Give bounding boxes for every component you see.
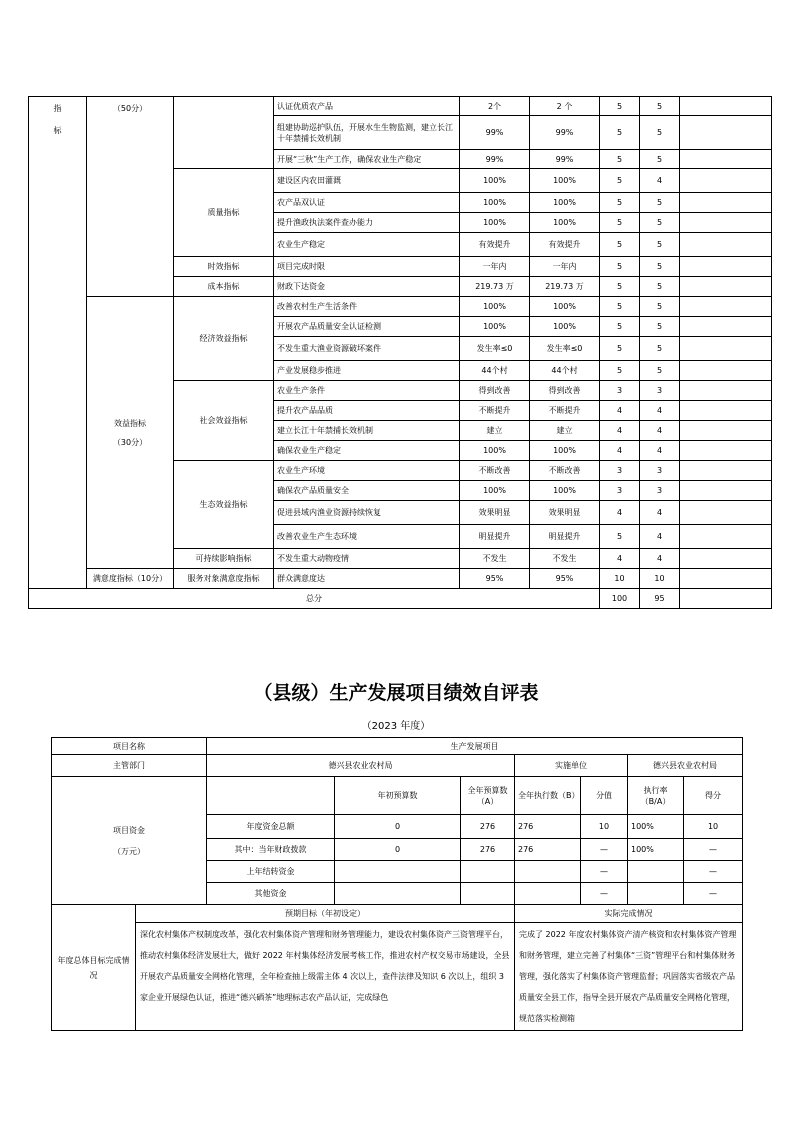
remark-cell [680, 481, 772, 501]
indicator-weight: 4 [600, 549, 640, 569]
funds-cell: 276 [461, 815, 515, 839]
indicator-indicator: 农产品双认证 [274, 193, 460, 213]
funds-cell: 0 [335, 839, 461, 861]
indicator-score: 5 [640, 317, 680, 337]
indicator-weight: 5 [600, 297, 640, 317]
funds-header-blank [207, 777, 335, 815]
table-row [29, 569, 772, 589]
output-indicator-group: （50分） [87, 97, 174, 297]
total-weight: 100 [600, 589, 640, 609]
remark-cell [680, 525, 772, 549]
indicator-score: 5 [640, 277, 680, 297]
indicator-weight: 3 [600, 481, 640, 501]
indicator-indicator: 提升渔政执法案件查办能力 [274, 213, 460, 233]
indicator-weight: 3 [600, 381, 640, 401]
indicator-target: 100% [460, 481, 530, 501]
indicator-actual: 100% [530, 441, 600, 461]
project-name-label: 项目名称 [52, 738, 207, 755]
indicator-indicator: 开展农产品质量安全认证检测 [274, 317, 460, 337]
social-benefit-indicator: 社会效益指标 [174, 381, 274, 461]
indicator-actual: 95% [530, 569, 600, 589]
remark-cell [680, 97, 772, 116]
indicator-score: 5 [640, 150, 680, 169]
indicator-score: 4 [640, 441, 680, 461]
funds-cell: — [581, 883, 628, 905]
header-budget-initial: 年初预算数 [335, 777, 461, 815]
remark-cell [680, 549, 772, 569]
benefit-label: 效益指标 [114, 418, 146, 428]
indicator-indicator: 群众满意度达 [274, 569, 460, 589]
funds-cell: 276 [461, 839, 515, 861]
funds-cell [335, 861, 461, 883]
indicator-indicator: 改善农村生产生活条件 [274, 297, 460, 317]
remark-cell [680, 589, 772, 609]
indicator-indicator: 财政下达资金 [274, 277, 460, 297]
remark-cell [680, 150, 772, 169]
indicator-actual: 一年内 [530, 257, 600, 277]
indicator-actual: 219.73 万 [530, 277, 600, 297]
indicator-indicator: 建设区内农田灌溉 [274, 169, 460, 193]
indicator-actual: 99% [530, 150, 600, 169]
funds-cell: 276 [515, 839, 581, 861]
indicator-target: 99% [460, 116, 530, 150]
indicator-category: 指 标 [29, 97, 87, 589]
quality-indicator: 质量指标 [174, 169, 274, 257]
indicator-weight: 5 [600, 337, 640, 361]
time-indicator: 时效指标 [174, 257, 274, 277]
indicator-score: 5 [640, 97, 680, 116]
actual-completion-header: 实际完成情况 [515, 905, 743, 923]
funds-cell: 100% [628, 839, 684, 861]
impl-label: 实施单位 [515, 755, 628, 777]
funds-label-cell [52, 777, 207, 905]
project-name: 生产发展项目 [207, 738, 743, 755]
indicator-indicator: 认证优质农产品 [274, 97, 460, 116]
indicator-weight: 5 [600, 169, 640, 193]
indicator-target: 发生率≤0 [460, 337, 530, 361]
funds-cell: 100% [628, 815, 684, 839]
remark-cell [680, 257, 772, 277]
indicator-indicator: 改善农业生产生态环境 [274, 525, 460, 549]
funds-cell: 0 [335, 815, 461, 839]
indicator-target: 2个 [460, 97, 530, 116]
funds-cell [461, 861, 515, 883]
table-row [29, 97, 772, 116]
cost-indicator: 成本指标 [174, 277, 274, 297]
remark-cell [680, 116, 772, 150]
funds-cell [461, 883, 515, 905]
indicator-score: 4 [640, 169, 680, 193]
indicator-weight: 4 [600, 501, 640, 525]
indicator-weight: 4 [600, 421, 640, 441]
funds-cell: — [581, 839, 628, 861]
sustainability-indicator: 可持续影响指标 [174, 549, 274, 569]
benefit-indicator-group [87, 297, 174, 569]
indicator-target: 100% [460, 213, 530, 233]
header-budget-full: 全年预算数（A） [461, 777, 515, 815]
header-score: 得分 [684, 777, 743, 815]
indicator-indicator: 不发生重大渔业资源破坏案件 [274, 337, 460, 361]
indicator-target: 95% [460, 569, 530, 589]
funds-row-label: 其他资金 [207, 883, 335, 905]
indicator-actual: 得到改善 [530, 381, 600, 401]
indicator-score: 3 [640, 481, 680, 501]
indicator-weight: 5 [600, 361, 640, 381]
total-row [29, 589, 772, 609]
indicator-target: 得到改善 [460, 381, 530, 401]
funds-cell [628, 883, 684, 905]
indicator-target: 不断改善 [460, 461, 530, 481]
goal-label-text: 年度总体目标完成情况 [57, 955, 130, 980]
indicator-weight: 5 [600, 233, 640, 257]
remark-cell [680, 381, 772, 401]
indicator-target: 100% [460, 297, 530, 317]
remark-cell [680, 421, 772, 441]
indicator-weight: 5 [600, 97, 640, 116]
sub-indicator-blank [174, 97, 274, 169]
indicator-indicator: 开展“三秋”生产工作，确保农业生产稳定 [274, 150, 460, 169]
indicator-target: 100% [460, 441, 530, 461]
indicator-actual: 不断提升 [530, 401, 600, 421]
remark-cell [680, 233, 772, 257]
indicator-weight: 5 [600, 525, 640, 549]
funds-row-label: 上年结转资金 [207, 861, 335, 883]
indicator-score: 3 [640, 381, 680, 401]
actual-completion-text: 完成了 2022 年度农村集体资产清产核资和农村集体资产管理和财务管理，建立完善了村集体“三资”管理平台和村集体财务管理，强化落实了村集体资产管理监督；巩固落实省级农产品质量安全县工作，指导全县开展农产品质量安全网格化管理，规范落实检测箱 [515, 923, 743, 1031]
indicator-score: 5 [640, 337, 680, 361]
indicator-actual: 不断改善 [530, 461, 600, 481]
indicator-actual: 效果明显 [530, 501, 600, 525]
remark-cell [680, 441, 772, 461]
indicator-score: 4 [640, 549, 680, 569]
indicator-target: 不发生 [460, 549, 530, 569]
project-summary-table [51, 737, 743, 1031]
funds-cell: — [581, 861, 628, 883]
indicator-indicator: 农业生产环境 [274, 461, 460, 481]
indicator-indicator: 确保农产品质量安全 [274, 481, 460, 501]
remark-cell [680, 297, 772, 317]
indicator-indicator: 项目完成时限 [274, 257, 460, 277]
remark-cell [680, 401, 772, 421]
indicator-weight: 5 [600, 257, 640, 277]
year-subtitle: （2023 年度） [361, 721, 431, 732]
remark-cell [680, 317, 772, 337]
remark-cell [680, 193, 772, 213]
indicator-target: 100% [460, 169, 530, 193]
remark-cell [680, 169, 772, 193]
indicator-weight: 5 [600, 277, 640, 297]
indicator-actual: 100% [530, 193, 600, 213]
remark-cell [680, 361, 772, 381]
indicator-target: 有效提升 [460, 233, 530, 257]
indicator-score: 3 [640, 461, 680, 481]
indicator-score: 5 [640, 297, 680, 317]
indicator-weight: 4 [600, 401, 640, 421]
indicator-actual: 100% [530, 317, 600, 337]
funds-row-label: 年度资金总额 [207, 815, 335, 839]
indicator-weight: 5 [600, 213, 640, 233]
indicator-target: 44个村 [460, 361, 530, 381]
service-satisfaction-indicator: 服务对象满意度指标 [174, 569, 274, 589]
indicator-target: 效果明显 [460, 501, 530, 525]
indicator-weight: 5 [600, 193, 640, 213]
funds-cell: 276 [515, 815, 581, 839]
funds-label: 项目资金 [113, 825, 145, 835]
header-rate: 执行率（B/A） [628, 777, 684, 815]
dept-label: 主管部门 [52, 755, 207, 777]
indicator-indicator: 提升农产品品质 [274, 401, 460, 421]
remark-cell [680, 569, 772, 589]
funds-cell: — [684, 883, 743, 905]
indicator-table-continued [28, 96, 772, 609]
goal-label [52, 905, 136, 1031]
indicator-weight: 3 [600, 461, 640, 481]
funds-cell [628, 861, 684, 883]
indicator-weight: 5 [600, 116, 640, 150]
indicator-target: 一年内 [460, 257, 530, 277]
remark-cell [680, 213, 772, 233]
indicator-score: 5 [640, 233, 680, 257]
indicator-actual: 100% [530, 297, 600, 317]
indicator-indicator: 组建协助巡护队伍，开展水生生物监测，建立长江十年禁捕长效机制 [274, 116, 460, 150]
indicator-weight: 10 [600, 569, 640, 589]
indicator-target: 219.73 万 [460, 277, 530, 297]
indicator-weight: 5 [600, 317, 640, 337]
economic-benefit-indicator: 经济效益指标 [174, 297, 274, 381]
indicator-target: 100% [460, 317, 530, 337]
indicator-score: 5 [640, 193, 680, 213]
total-score: 95 [640, 589, 680, 609]
indicator-actual: 100% [530, 481, 600, 501]
funds-row-label: 其中：当年财政拨款 [207, 839, 335, 861]
indicator-weight: 4 [600, 441, 640, 461]
indicator-score: 5 [640, 257, 680, 277]
header-executed: 全年执行数（B） [515, 777, 581, 815]
indicator-score: 4 [640, 421, 680, 441]
remark-cell [680, 337, 772, 361]
indicator-indicator: 不发生重大动物疫情 [274, 549, 460, 569]
indicator-actual: 100% [530, 169, 600, 193]
indicator-score: 5 [640, 213, 680, 233]
impl-value: 德兴县农业农村局 [628, 755, 743, 777]
indicator-actual: 发生率≤0 [530, 337, 600, 361]
indicator-indicator: 农业生产条件 [274, 381, 460, 401]
indicator-indicator: 促进县域内渔业资源持续恢复 [274, 501, 460, 525]
indicator-indicator: 确保农业生产稳定 [274, 441, 460, 461]
indicator-weight: 5 [600, 150, 640, 169]
funds-cell: — [684, 861, 743, 883]
funds-cell: 10 [684, 815, 743, 839]
indicator-indicator: 产业发展稳步推进 [274, 361, 460, 381]
indicator-score: 5 [640, 361, 680, 381]
ecological-benefit-indicator: 生态效益指标 [174, 461, 274, 549]
indicator-target: 不断提升 [460, 401, 530, 421]
total-label: 总分 [29, 589, 600, 609]
indicator-actual: 有效提升 [530, 233, 600, 257]
expected-goal-header: 预期目标（年初设定） [136, 905, 515, 923]
benefit-weight: （30分） [112, 437, 148, 447]
indicator-indicator: 建立长江十年禁捕长效机制 [274, 421, 460, 441]
indicator-target: 100% [460, 193, 530, 213]
remark-cell [680, 277, 772, 297]
indicator-actual: 99% [530, 116, 600, 150]
funds-cell: — [684, 839, 743, 861]
indicator-target: 建立 [460, 421, 530, 441]
indicator-actual: 建立 [530, 421, 600, 441]
indicator-target: 明显提升 [460, 525, 530, 549]
satisfaction-indicator-group: 满意度指标（10分） [87, 569, 174, 589]
funds-unit: （万元） [113, 846, 145, 856]
indicator-score: 5 [640, 116, 680, 150]
indicator-actual: 2 个 [530, 97, 600, 116]
indicator-actual: 不发生 [530, 549, 600, 569]
indicator-score: 4 [640, 401, 680, 421]
funds-cell: 10 [581, 815, 628, 839]
indicator-score: 10 [640, 569, 680, 589]
indicator-score: 4 [640, 525, 680, 549]
funds-cell [515, 861, 581, 883]
dept-value: 德兴县农业农村局 [207, 755, 515, 777]
indicator-actual: 100% [530, 213, 600, 233]
table-row [29, 297, 772, 317]
remark-cell [680, 461, 772, 481]
indicator-actual: 44个村 [530, 361, 600, 381]
header-weight: 分值 [581, 777, 628, 815]
remark-cell [680, 501, 772, 525]
funds-cell [335, 883, 461, 905]
indicator-actual: 明显提升 [530, 525, 600, 549]
page-title: （县级）生产发展项目绩效自评表 [253, 682, 539, 704]
funds-cell [515, 883, 581, 905]
indicator-target: 99% [460, 150, 530, 169]
expected-goal-text: 深化农村集体产权制度改革，强化农村集体资产管理和财务管理能力，建设农村集体资产三资管理平台，推动农村集体经济发展壮大，做好 2022 年村集体经济发展考核工作，推进农村产权交易市场建设，全县开展农产品质量安全网格化管理，全年检查抽上级需主体 4 次以上，查件法律及知识 6 次以上，组织 3 家企业开展绿色认证，推进“德兴硒茶”地理标志农产品认证，完成绿色 [136, 923, 515, 1031]
indicator-indicator: 农业生产稳定 [274, 233, 460, 257]
indicator-score: 4 [640, 501, 680, 525]
